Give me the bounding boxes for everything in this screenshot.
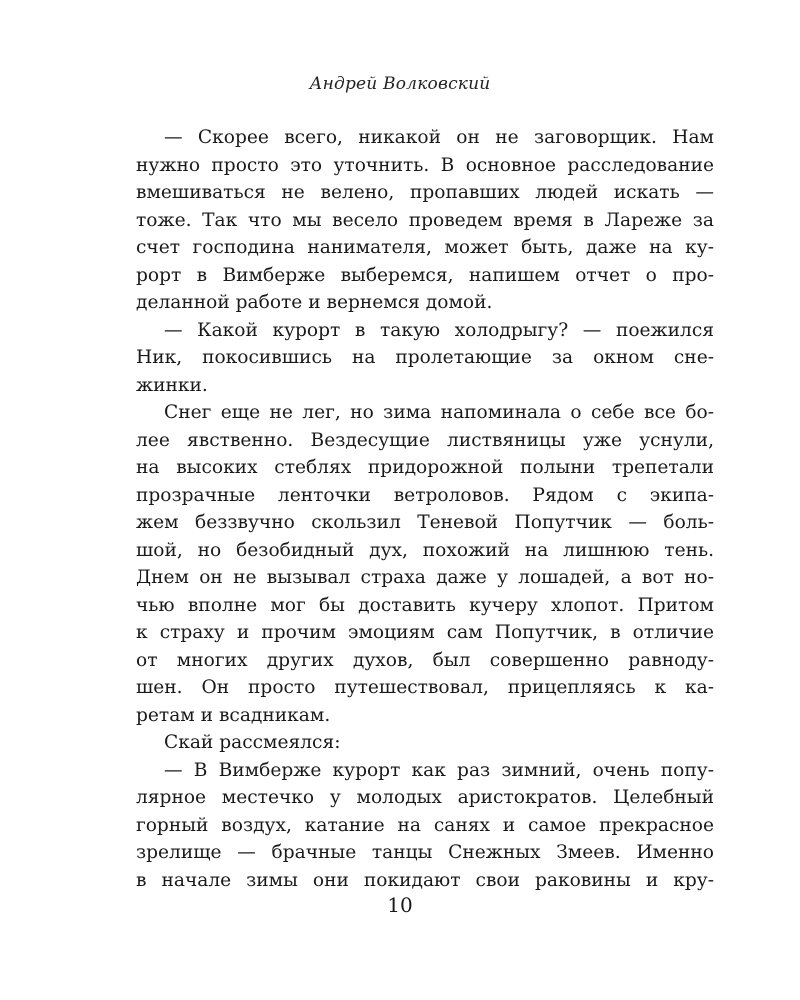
text-line: Снег еще не лег, но зима напоминала о себе все бо- (164, 402, 714, 423)
text-line: — Скорее всего, никакой он не заговорщик. Нам (164, 127, 714, 148)
text-line: жем беззвучно скользил Теневой Попутчик — боль- (136, 512, 714, 533)
text-line: на высоких стеблях придорожной полыни трепетали (136, 457, 714, 478)
text-line: лярное местечко у молодых аристократов. Целебный (136, 787, 714, 808)
text-line: Скай рассмеялся: (164, 732, 341, 753)
running-header-author: Андрей Волковский (309, 74, 491, 94)
text-line: к страху и прочим эмоциям сам Попутчик, в отличие (136, 622, 714, 643)
text-line: зрелище — брачные танцы Снежных Змеев. Именно (136, 842, 714, 863)
text-line: жинки. (136, 374, 208, 396)
body-text (136, 124, 714, 894)
text-line: тоже. Так что мы весело проведем время в Лареже за (136, 209, 714, 231)
text-line: шен. Он просто путешествовал, прицепляясь к ка- (136, 677, 714, 698)
text-line: Днем он не вызывал страха даже у лошадей, а вот но- (136, 567, 714, 588)
text-line: нужно просто это уточнить. В основное расследование (136, 154, 714, 176)
text-line: счет господина нанимателя, может быть, даже на ку- (136, 237, 714, 258)
text-line: — Какой курорт в такую холодрыгу? — поежился (164, 319, 714, 341)
text-line: деланной работе и вернемся домой. (136, 292, 493, 313)
text-line: — В Вимберже курорт как раз зимний, очень попу- (164, 759, 714, 781)
text-line: Ник, покосившись на пролетающие за окном сне- (136, 347, 714, 368)
text-line: горный воздух, катание на санях и самое прекрасное (136, 814, 714, 836)
text-line: вмешиваться не велено, пропавших людей искать — (136, 182, 714, 203)
text-line: рорт в Вимберже выберемся, напишем отчет о про- (136, 264, 714, 286)
text-line: прозрачные ленточки ветроловов. Рядом с экипа- (136, 484, 714, 506)
text-line: чью вполне мог бы доставить кучеру хлопот. Притом (136, 594, 714, 616)
text-line: лее явственно. Вездесущие листвяницы уже уснули, (136, 429, 714, 451)
text-line: шой, но безобидный дух, похожий на лишнюю тень. (136, 539, 714, 561)
text-line: ретам и всадникам. (136, 704, 331, 726)
text-line: от многих других духов, был совершенно равноду- (136, 649, 714, 671)
text-line: в начале зимы они покидают свои раковины и кру- (136, 869, 714, 891)
page-number: 10 (387, 893, 413, 917)
